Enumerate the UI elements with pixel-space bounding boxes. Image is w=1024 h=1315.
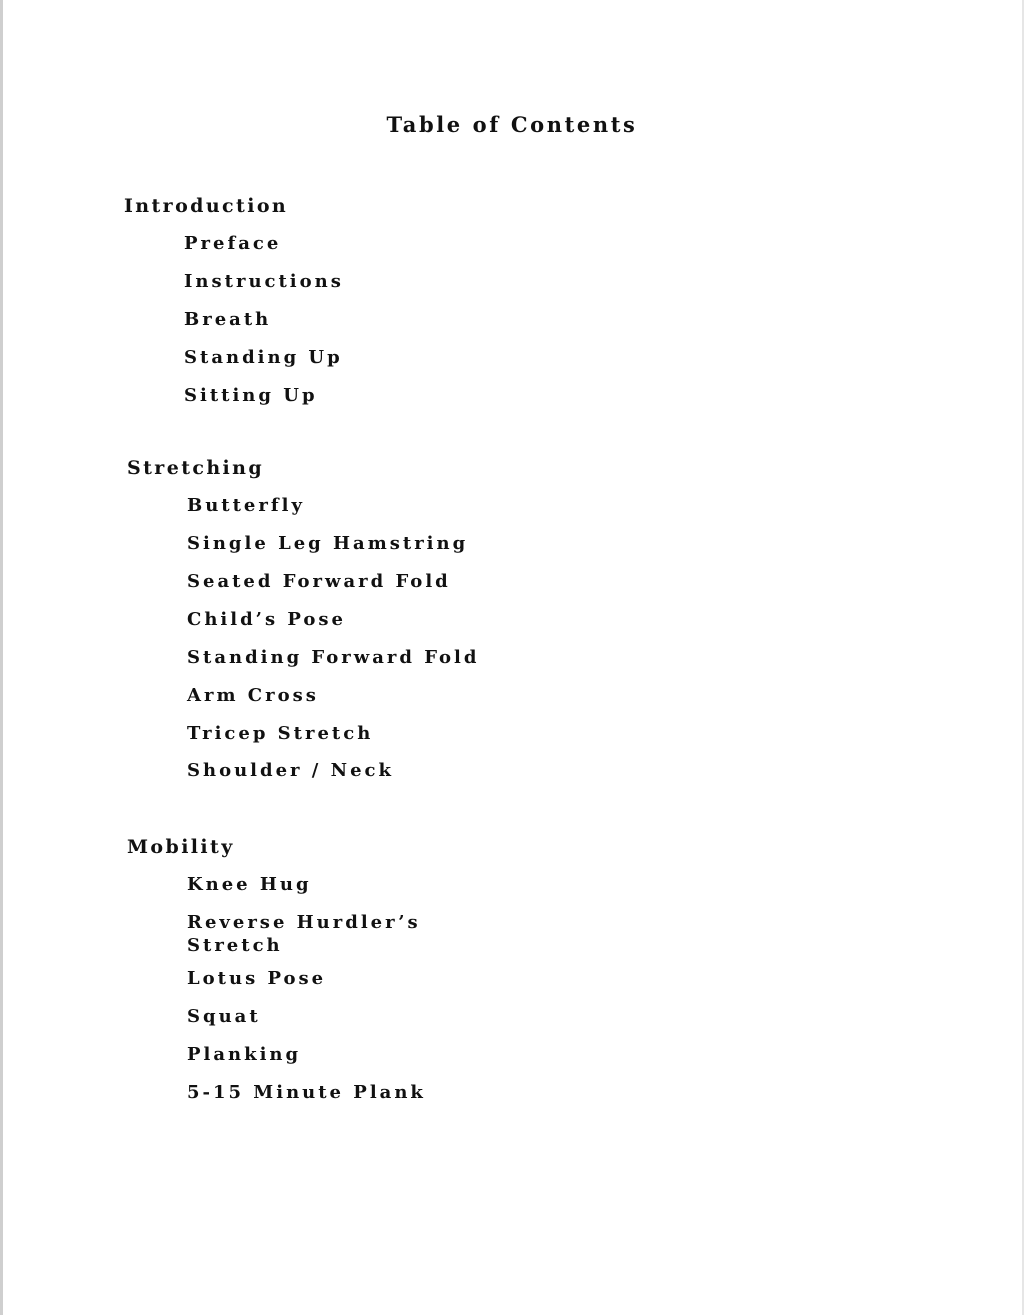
toc-entry: Tricep Stretch — [187, 723, 374, 744]
toc-entry: Standing Forward Fold — [187, 647, 480, 668]
toc-entry: Planking — [187, 1044, 302, 1065]
toc-entry: Squat — [187, 1006, 261, 1027]
toc-entry: Single Leg Hamstring — [187, 533, 469, 554]
toc-entry: 5-15 Minute Plank — [187, 1082, 426, 1103]
toc-entry: Child’s Pose — [187, 609, 346, 630]
toc-entry: Breath — [184, 309, 272, 330]
toc-entry: Sitting Up — [184, 385, 318, 406]
toc-entry: Arm Cross — [187, 685, 319, 706]
section-heading-introduction: Introduction — [124, 195, 289, 217]
toc-entry: Shoulder / Neck — [187, 760, 394, 781]
section-heading-mobility: Mobility — [127, 836, 235, 858]
page-title: Table of Contents — [386, 112, 638, 137]
page-edge — [0, 0, 3, 1315]
section-heading-stretching: Stretching — [127, 457, 265, 479]
toc-entry: Knee Hug — [187, 874, 312, 895]
toc-entry: Butterfly — [187, 495, 305, 516]
toc-entry: Instructions — [184, 271, 344, 292]
toc-entry: Lotus Pose — [187, 968, 327, 989]
toc-entry: Reverse Hurdler’s Stretch — [187, 912, 421, 956]
toc-entry: Standing Up — [184, 347, 343, 368]
toc-entry: Preface — [184, 233, 282, 254]
toc-entry: Seated Forward Fold — [187, 571, 451, 592]
